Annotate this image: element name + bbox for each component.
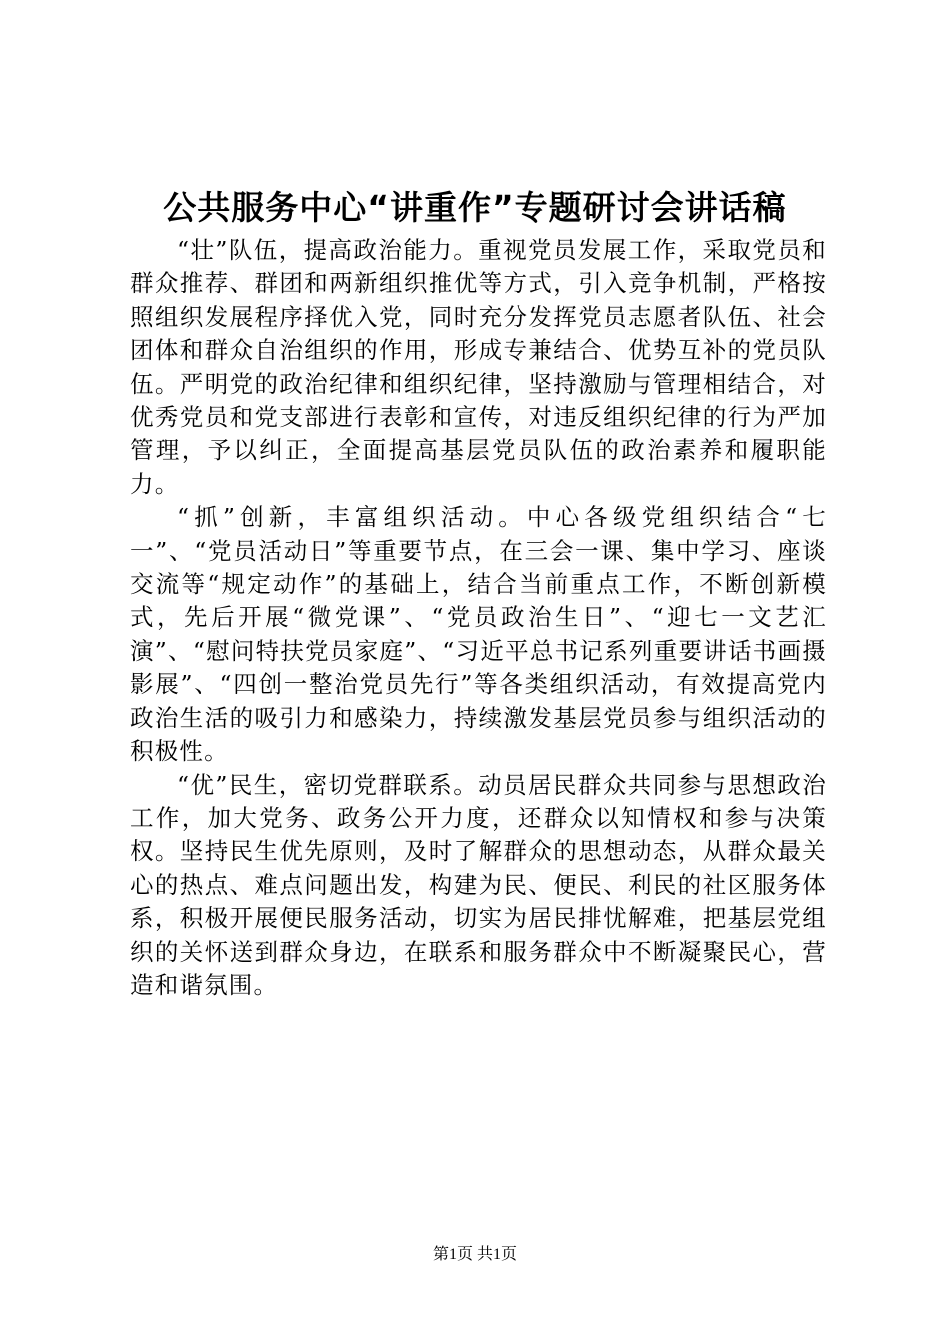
paragraph-3: “优”民生，密切党群联系。动员居民群众共同参与思想政治工作，加大党务、政务公开力度，还群众以知情权和参与决策权。坚持民生优先原则，及时了解群众的思想动态，从群众最关心的热点、难点问题出发，构建为民、便民、利民的社区服务体系，积极开展便民服务活动，切实为居民排忧解难，把基层党组织的关怀送到群众身边，在联系和服务群众中不断凝聚民心，营造和谐氛围。 xyxy=(130,770,827,999)
document-body xyxy=(130,234,827,1002)
document-title: 公共服务中心“讲重作”专题研讨会讲话稿 xyxy=(163,188,787,227)
paragraph-1: “壮”队伍，提高政治能力。重视党员发展工作，采取党员和群众推荐、群团和两新组织推优等方式，引入竞争机制，严格按照组织发展程序择优入党，同时充分发挥党员志愿者队伍、社会团体和群众自治组织的作用，形成专兼结合、优势互补的党员队伍。严明党的政治纪律和组织纪律，坚持激励与管理相结合，对优秀党员和党支部进行表彰和宣传，对违反组织纪律的行为严加管理，予以纠正，全面提高基层党员队伍的政治素养和履职能力。 xyxy=(130,236,827,498)
page-footer: 第1页 共1页 xyxy=(432,1246,517,1263)
paragraph-2: “抓”创新，丰富组织活动。中心各级党组织结合“七一”、“党员活动日”等重要节点，在三会一课、集中学习、座谈交流等“规定动作”的基础上，结合当前重点工作，不断创新模式，先后开展“微党课”、“党员政治生日”、“迎七一文艺汇演”、“慰问特扶党员家庭”、“习近平总书记系列重要讲话书画摄影展”、“四创一整治党员先行”等各类组织活动，有效提高党内政治生活的吸引力和感染力，持续激发基层党员参与组织活动的积极性。 xyxy=(130,503,827,766)
